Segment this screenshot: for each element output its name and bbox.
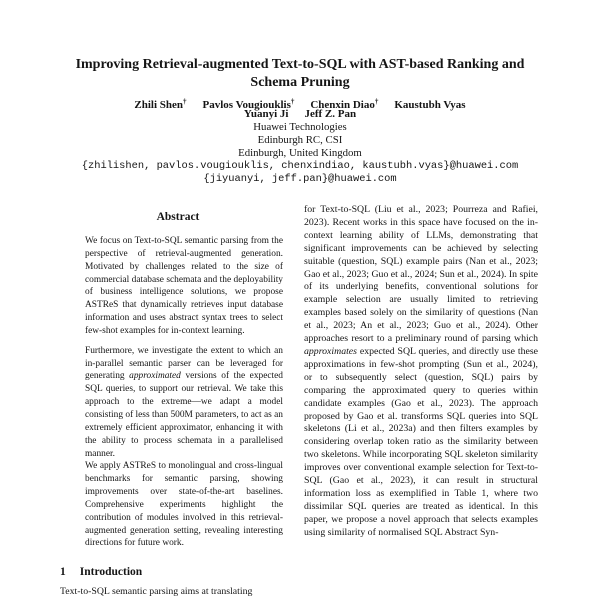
text-line: Edinburgh RC, CSI [257,134,343,147]
paper-title-line-1: Improving Retrieval-augmented Text-to-SQL with AST-based Ranking and [75,57,525,72]
right-column [304,204,538,600]
abstract-paragraph-3: We apply ASTReS to monolingual and cross-lingual benchmarks for semantic parsing, showing improvements over state-of-the-art baselines. Comprehensive experiments highlight the contribution of modules involved in this retrieval-augmented generation setting, revealing interesting directions for future work. [85,461,283,549]
abstract-paragraph-2: Furthermore, we investigate the extent to which an in-parallel semantic parser can be leveraged for generating approximated versions of the expected SQL queries, to support our retrieval. We take this approach to the extreme—we adapt a model consisting of less than 500M parameters, to act as an extremely efficient approximator, enhancing it with the ability to process schemata in a parallelised manner. [85,345,283,459]
abstract-body [85,235,283,550]
section-title: Introduction [79,566,143,579]
section-heading-introduction [60,566,296,578]
abstract-paragraph-1: We focus on Text-to-SQL semantic parsing from the perspective of retrieval-augmented generation. Motivated by challenges related to the size of commercial database schemata and the deployability of business intelligence solutions, we propose ASTReS that dynamically retrieves input database information and uses abstract syntax trees to select few-shot examples for in-context learning. [85,236,283,336]
paper-title-line-2: Schema Pruning [250,74,350,90]
right-column-paragraph: for Text-to-SQL (Liu et al., 2023; Pourreza and Rafiei, 2023). Recent works in this space have focused on the in-context learning ability of LLMs, demonstrating that significant improvements can be achieved by selecting suitable (question, SQL) example pairs (Nan et al., 2023; Gao et al., 2023; Guo et al., 2024; Sun et al., 2024). In spite of its underlying benefits, conventional solutions for example selection are usually limited to retrieving examples based solely on the similarity of questions (Nan et al., 2023; An et al., 2023; Guo et al., 2024). Other approaches resort to a preliminary round of parsing which approximates expected SQL queries, and directly use these approximations in few-shot prompting (Sun et al., 2024), or to subsequently select (question, SQL) pairs by comparing the approximated query to queries within candidate examples (Gao et al., 2023). The approach proposed by Gao et al. transforms SQL queries into SQL skeletons (Li et al., 2023a) and then filters examples by considering overlap token ratio as the similarity between two skeletons. While incorporating SQL skeleton similarity improves over conventional example selection for Text-to-SQL (Gao et al., 2023), it can result in structural information loss as exemplified in Table 1, where two dissimilar SQL queries are treated as identical. In this paper, we propose a novel approach that selects examples using similarity of normalised SQL Abstract Syn- [304,204,538,538]
authors-line-2 [0,108,600,121]
introduction-first-paragraph: Text-to-SQL semantic parsing aims at translating [60,586,253,598]
author-name: Zhili Shen† [134,97,187,111]
text-line: Edinburgh, United Kingdom [238,147,362,160]
author-name: Chenxin Diao† [310,97,379,111]
author-dagger: † [183,97,187,105]
paper-title [65,56,535,91]
author-name: Kaustubh Vyas [394,98,466,111]
author-affiliation [0,121,600,161]
section-number: 1 [60,566,66,579]
author-dagger: † [290,97,295,105]
author-name: Jeff Z. Pan [304,108,357,120]
author-name: Yuanyi Ji [243,108,289,120]
text-line: Huawei Technologies [253,121,347,133]
author-dagger: † [374,97,379,105]
abstract-heading: Abstract [156,211,200,223]
text-line: {jiyuanyi, jeff.pan}@huawei.com [203,172,397,185]
author-name: Pavlos Vougiouklis† [202,97,295,111]
author-emails [0,160,600,185]
text-line: {zhilishen, pavlos.vougiouklis, chenxindiao, kaustubh.vyas}@huawei.com [81,160,519,172]
left-column [60,205,296,600]
